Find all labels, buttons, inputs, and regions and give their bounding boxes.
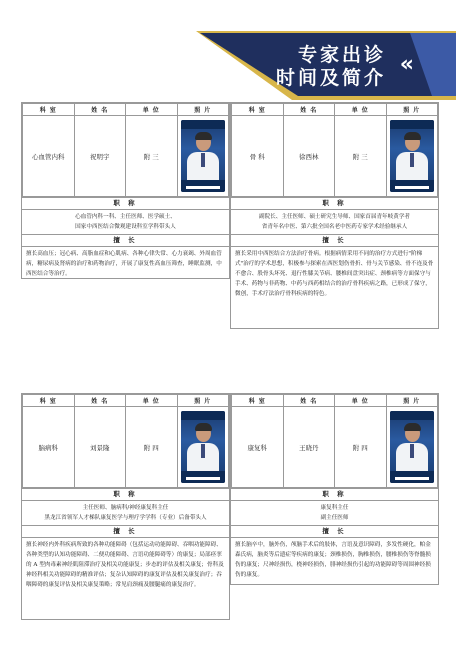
unit-header: 单 位 <box>126 104 178 116</box>
dept-header: 科 室 <box>23 104 75 116</box>
doctor-titles <box>22 500 229 525</box>
banner-title-line2: 时间及简介 <box>275 67 386 89</box>
title-section-heading: 职 称 <box>22 197 229 209</box>
doctor-info-table <box>231 103 438 197</box>
doctor-dept: 康复科 <box>232 407 284 488</box>
doctor-unit: 附 四 <box>126 407 178 488</box>
dept-header: 科 室 <box>23 395 75 407</box>
doctor-photo <box>181 411 225 483</box>
doctor-title-line: 副院长、主任医师、硕士研究生导师、国家首届青年岐黄学者 <box>258 214 411 220</box>
doctor-titles <box>231 209 438 234</box>
doctor-card <box>230 102 439 329</box>
doctor-dept: 脑病科 <box>23 407 75 488</box>
doctor-title-line: 黑龙江省领军人才梯队康复医学与理疗学学科（专业）后备带头人 <box>44 515 207 521</box>
doctor-info-table <box>22 394 229 488</box>
doctor-name: 徐西林 <box>283 116 335 197</box>
dept-header: 科 室 <box>232 104 284 116</box>
doctor-card <box>21 393 230 620</box>
doctor-photo <box>390 120 434 192</box>
unit-header: 单 位 <box>335 104 387 116</box>
doctor-name: 祝明宇 <box>74 116 126 197</box>
title-section-heading: 职 称 <box>231 488 438 500</box>
doctor-specialty: 擅长神经内外科疾病所致的各种功能障碍（包括运动功能障碍、吞咽功能障碍、各种类型的认知功能障碍、二便功能障碍、言语功能障碍等）的康复；局部痉挛的 A 型肉毒素神经肌阻滞治疗及相关功能康复；步态的评估及相关康复；骨科及神经科相关功能障碍的精准评估；复杂认知障碍的康复评估及相关康复治疗；吞咽障碍的康复评估及相关康复策略；常见肩颈痛及腰腿痛的康复治疗。 <box>22 537 229 592</box>
doctor-name: 王晓丹 <box>283 407 335 488</box>
doctor-title-line: 康复科主任 <box>320 505 349 511</box>
doctor-specialty: 擅长脑卒中，脑外伤，颅脑手术后的肢体，言语及意识障碍，多发性硬化，帕金森氏病，脑炎等后遗症等疾病的康复；颈椎损伤，胸椎损伤，腰椎损伤等脊髓损伤的康复；尺神经损伤，桡神经损伤，腓神经损伤引起的功能障碍等周围神经损伤的康复。 <box>231 537 438 582</box>
doctor-specialty: 擅长高血压；冠心病、高脂血症和心肌病、各种心律失常、心力衰竭、外周血管病，糖尿病及肾病的治疗和药物治疗，开展了康复性高血压筛查，睡眠监测，中西医结合等治疗。 <box>22 246 229 281</box>
doctor-title-line: 省青年名中医、第六批全国名老中医药专家学术经验继承人 <box>261 224 408 230</box>
unit-header: 单 位 <box>126 395 178 407</box>
doctor-card <box>21 102 230 279</box>
photo-header: 照 片 <box>386 104 438 116</box>
doctor-name: 刘景隆 <box>74 407 126 488</box>
name-header: 姓 名 <box>74 104 126 116</box>
name-header: 姓 名 <box>74 395 126 407</box>
doctor-unit: 附 四 <box>335 407 387 488</box>
title-section-heading: 职 称 <box>22 488 229 500</box>
doctor-dept: 骨 科 <box>232 116 284 197</box>
photo-header: 照 片 <box>386 395 438 407</box>
doctor-unit: 附 三 <box>335 116 387 197</box>
doctor-title-line: 国家中西医结合微观建设科室学科带头人 <box>75 224 176 230</box>
specialty-section-heading: 擅 长 <box>22 234 229 246</box>
chevron-icon: « <box>399 52 414 77</box>
doctor-title-line: 副主任医师 <box>320 515 349 521</box>
doctor-dept: 心血管内科 <box>23 116 75 197</box>
doctor-photo <box>181 120 225 192</box>
specialty-section-heading: 擅 长 <box>231 525 438 537</box>
specialty-section-heading: 擅 长 <box>231 234 438 246</box>
doctor-titles <box>22 209 229 234</box>
photo-cell <box>177 407 229 488</box>
doctor-title-line: 主任医师、脑病科/神经康复科主任 <box>82 505 169 511</box>
unit-header: 单 位 <box>335 395 387 407</box>
banner-graphic <box>0 0 456 100</box>
name-header: 姓 名 <box>283 104 335 116</box>
photo-cell <box>386 116 438 197</box>
specialty-section-heading: 擅 长 <box>22 525 229 537</box>
doctor-photo <box>390 411 434 483</box>
doctor-title-line: 心血管内科一科、主任医师、医学硕士、 <box>75 214 176 220</box>
photo-header: 照 片 <box>177 104 229 116</box>
photo-cell <box>177 116 229 197</box>
doctor-titles <box>231 500 438 525</box>
title-section-heading: 职 称 <box>231 197 438 209</box>
photo-header: 照 片 <box>177 395 229 407</box>
doctor-card <box>230 393 439 585</box>
doctor-unit: 附 三 <box>126 116 178 197</box>
header-banner <box>0 0 456 100</box>
dept-header: 科 室 <box>232 395 284 407</box>
doctor-info-table <box>22 103 229 197</box>
doctor-info-table <box>231 394 438 488</box>
doctor-specialty: 擅长采用中西医结合方法治疗骨病。根据病情采用不同的治疗方式进行"阶梯式"治疗的学术思想，积极参与探索在西医划伤骨折、骨与关节感染、骨不连及骨不愈合、股骨头坏死、退行性膝关节病、腰椎间盘突出症、颈椎病等方面保守与手术、药物与非药物、中药与西药相结合的治疗骨科疾病之路，已形成了保守，微创，手术疗法治疗骨科疾病的特色。 <box>231 246 438 301</box>
name-header: 姓 名 <box>283 395 335 407</box>
photo-cell <box>386 407 438 488</box>
banner-title-line1: 专家出诊 <box>297 44 386 66</box>
